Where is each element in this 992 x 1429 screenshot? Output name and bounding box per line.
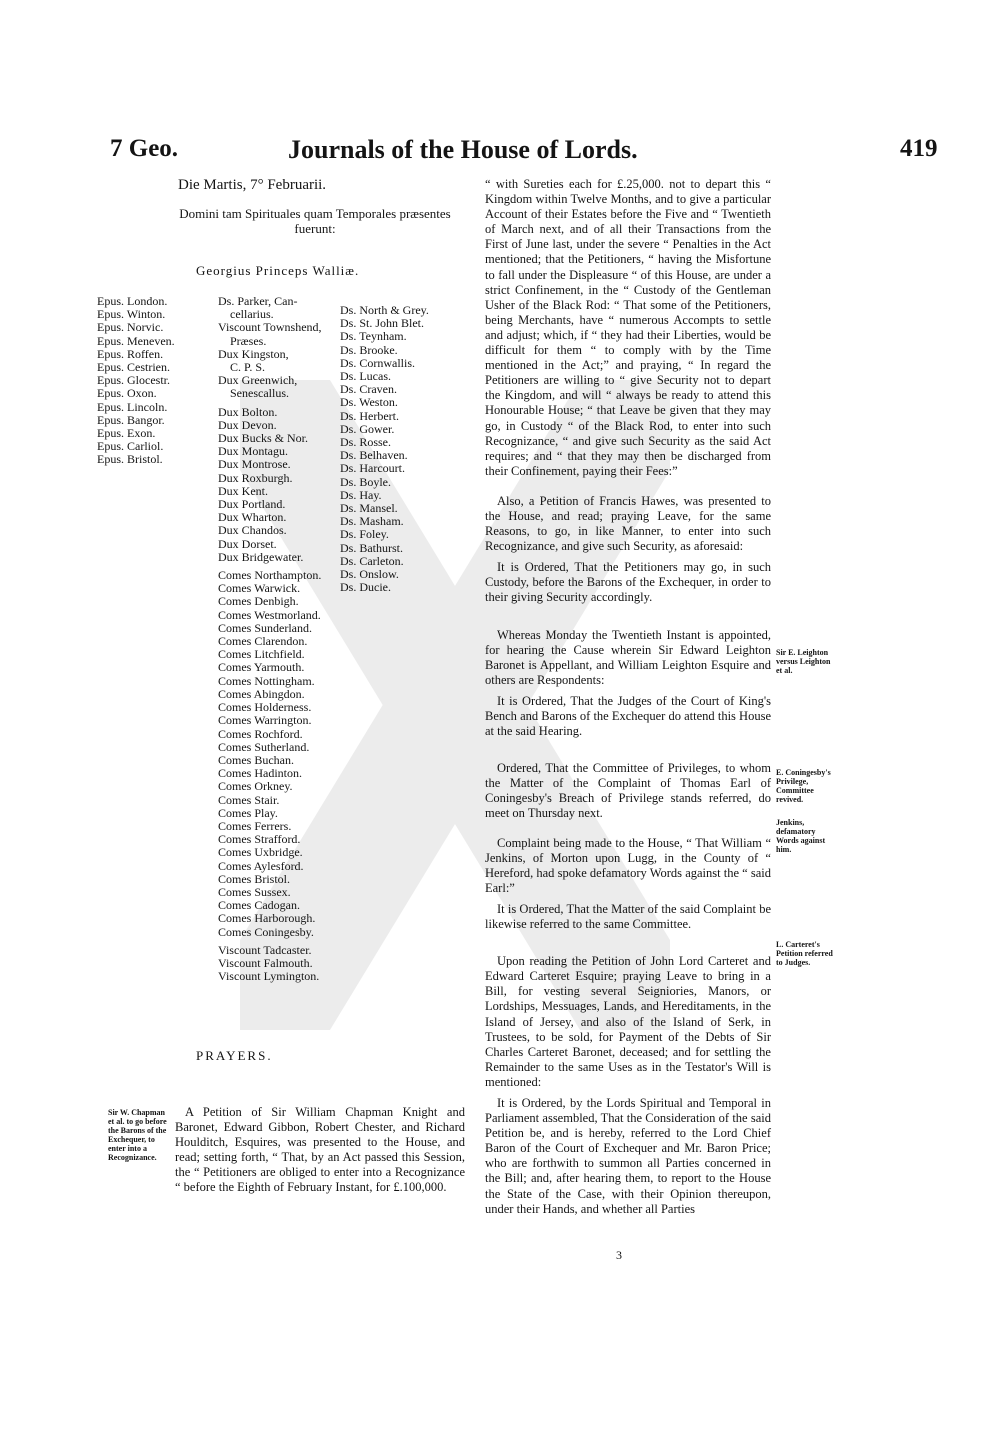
list-item: Ds. Carleton. — [340, 553, 404, 568]
list-item: Comes Warrington. — [218, 713, 312, 728]
margin-note-jenkins: Jenkins, defamatory Words against him. — [776, 818, 826, 854]
header-title: Journals of the House of Lords. — [288, 135, 638, 164]
footer-signature: 3 — [616, 1248, 622, 1262]
list-item: Ds. North & Grey. — [340, 303, 429, 317]
list-item: Ds. Cornwallis. — [340, 355, 415, 370]
list-item: Epus. Carliol. — [97, 439, 164, 454]
list-item: Ds. Herbert. — [340, 408, 399, 423]
list-item: Viscount Lymington. — [218, 969, 320, 984]
margin-note-coningesby: E. Coningesby's Privilege, Committee revived. — [776, 768, 831, 804]
list-item: Ds. Hay. — [340, 487, 382, 502]
list-item: Præses. — [230, 333, 267, 348]
list-item: Ds. Rosse. — [340, 435, 392, 450]
list-item: Ds. Onslow. — [340, 567, 399, 582]
list-item: Ds. Harcourt. — [340, 461, 405, 476]
list-item: Dux Chandos. — [218, 523, 287, 538]
list-item: Ds. Teynham. — [340, 329, 407, 344]
list-item: Comes Play. — [218, 805, 278, 820]
list-item: Epus. Cestrien. — [97, 360, 170, 375]
list-item: Comes Cadogan. — [218, 898, 300, 913]
list-item: Comes Yarmouth. — [218, 660, 305, 675]
page-number: 419 — [900, 135, 938, 162]
right-paragraph-7: Complaint being made to the House, “ That William “ Jenkins, of Morton upon Lugg, in the County of “ Hereford, had spoke defamatory Words against the “ said Earl:” — [485, 835, 771, 895]
right-paragraph-4: Whereas Monday the Twentieth Instant is appointed, for hearing the Cause wherein Sir Edward Leighton Baronet is Appellant, and William Leighton Esquire and others are Respondents: — [485, 627, 771, 687]
list-item: Epus. Exon. — [97, 426, 156, 441]
list-item: Comes Clarendon. — [218, 634, 308, 649]
list-item: Comes Westmorland. — [218, 607, 321, 622]
list-item: Dux Kent. — [218, 483, 268, 498]
list-item: Dux Greenwich, — [218, 373, 298, 388]
list-item: Comes Northampton. — [218, 568, 322, 583]
list-item: Ds. Mansel. — [340, 501, 398, 516]
list-item: Ds. Gower. — [340, 421, 395, 436]
list-item: Epus. Oxon. — [97, 386, 157, 401]
prince-line: Georgius Princeps Walliæ. — [196, 263, 360, 278]
right-paragraph-10: It is Ordered, by the Lords Spiritual and Temporal in Parliament assembled, That the Consideration of the said Petition be, and is hereby, referred to the Lord Chief Baron of the Court of Exchequer and Mr. Baron Price; who are forthwith to summon all Parties concerned in the Bill; and, after hearing them, to report to the House the State of the Case, with their Opinion thereupon, under their Hands, and whether all Parties — [485, 1095, 771, 1216]
list-item: Senescallus. — [230, 386, 289, 401]
list-item: Ds. Foley. — [340, 527, 389, 542]
list-item: Ds. Masham. — [340, 514, 404, 529]
list-item: Comes Sutherland. — [218, 739, 310, 754]
list-item: Dux Devon. — [218, 417, 277, 432]
list-item: Ds. Bathurst. — [340, 540, 403, 555]
list-item: Dux Roxburgh. — [218, 470, 293, 485]
list-item: Viscount Tadcaster. — [218, 942, 312, 957]
list-item: Comes Litchfield. — [218, 647, 305, 662]
list-item: Epus. London. — [97, 294, 168, 308]
right-paragraph-6: Ordered, That the Committee of Privileges, to whom the Matter of the Complaint of Thomas Earl of Coningesby's Breach of Privilege stands referred, do meet on Thursday next. — [485, 761, 771, 821]
list-item: Comes Buchan. — [218, 752, 294, 767]
list-item: Ds. Boyle. — [340, 474, 391, 489]
bishops-list — [97, 295, 175, 467]
list-item: Dux Wharton. — [218, 510, 287, 525]
right-paragraph-8: It is Ordered, That the Matter of the said Complaint be likewise referred to the same Committee. — [485, 901, 771, 932]
list-item: Dux Bolton. — [218, 404, 278, 419]
list-item: Dux Montagu. — [218, 444, 288, 459]
list-item: Epus. Meneven. — [97, 333, 175, 348]
list-item: Comes Rochford. — [218, 726, 303, 741]
list-item: Viscount Falmouth. — [218, 955, 313, 970]
list-item: Ds. Parker, Can- — [218, 294, 298, 308]
list-item: Ds. Weston. — [340, 395, 398, 410]
list-item: Dux Bucks & Nor. — [218, 431, 308, 446]
list-item: Ds. Ducie. — [340, 580, 391, 595]
lords-list-right — [340, 304, 429, 594]
header-regnal-year: 7 Geo. — [110, 135, 179, 162]
right-paragraph-3: It is Ordered, That the Petitioners may go, in such Custody, before the Barons of the Exchequer, in order to their giving Security accordingly. — [485, 560, 771, 605]
prayers-heading: PRAYERS. — [196, 1048, 273, 1063]
list-item: Comes Warwick. — [218, 581, 301, 596]
lords-list-middle — [218, 295, 322, 983]
list-item: Comes Sunderland. — [218, 620, 312, 635]
list-item: Comes Uxbridge. — [218, 845, 303, 860]
list-item: Comes Harborough. — [218, 911, 316, 926]
list-item: Comes Stair. — [218, 792, 280, 807]
list-item: Dux Portland. — [218, 497, 286, 512]
list-item: Dux Kingston, — [218, 346, 289, 361]
list-item: Epus. Bangor. — [97, 412, 165, 427]
right-paragraph-1: “ with Sureties each for £.25,000. not to depart this “ Kingdom within Twelve Months, and to give a particular Account of their Estates before the Five and “ Twentieth of March next, and of all their Transactions from the First of June last, under the severe “ Penalties in the Act mentioned; that the Petitioners, “ having the Misfortune to fall under the Displeasure “ of this House, are under a strict Confinement, in the “ Custody of the Gentleman Usher of the Black Rod: “ That some of the Petitioners, being Merchants, have “ numerous Accompts to settle and adjust; which, if “ they had their Liberties, would be difficult for them “ to comply with by the Time mentioned in the Act;” and praying, “ In regard the Petitioners are willing to “ give Security not to depart the Kingdom, and will “ always be ready to attend this Honourable House; “ that Leave be given that they may go, in Custody “ of the Black Rod, to enter into such Recognizance, “ and give such Security as the said Act requires; and “ that they may then be discharged from their Confinement, paying their Fees:” — [485, 177, 771, 478]
list-item: Dux Montrose. — [218, 457, 291, 472]
list-item: Epus. Lincoln. — [97, 399, 168, 414]
list-item: Comes Ferrers. — [218, 818, 292, 833]
list-item: C. P. S. — [230, 360, 266, 375]
list-item: Dux Dorset. — [218, 536, 277, 551]
list-item: Ds. Belhaven. — [340, 448, 408, 463]
date-line: Die Martis, 7° Februarii. — [178, 177, 327, 193]
list-item: Epus. Roffen. — [97, 346, 164, 361]
list-item: Epus. Bristol. — [97, 452, 163, 467]
list-item: Comes Strafford. — [218, 832, 301, 847]
list-item: Ds. Lucas. — [340, 369, 391, 384]
list-item: Comes Abingdon. — [218, 686, 305, 701]
list-item: Dux Bridgewater. — [218, 549, 304, 564]
list-item: Epus. Winton. — [97, 307, 166, 322]
margin-note-carteret: L. Carteret's Petition referred to Judges. — [776, 940, 833, 967]
list-item: cellarius. — [230, 307, 274, 322]
list-item: Comes Holderness. — [218, 700, 312, 715]
left-paragraph: A Petition of Sir William Chapman Knight and Baronet, Edward Gibbon, Robert Chester, and Richard Houlditch, Esquires, was presented to the House, and read; setting forth, “ That, by an Act passed this Session, the “ Petitioners are obliged to enter into a Recognizance “ before the Eighth of February Instant, for £.100,000. — [175, 1105, 465, 1195]
list-item: Comes Aylesford. — [218, 858, 304, 873]
list-item: Viscount Townshend, — [218, 320, 322, 335]
list-item: Comes Coningesby. — [218, 924, 314, 939]
list-item: Comes Orkney. — [218, 779, 293, 794]
list-item: Comes Nottingham. — [218, 673, 315, 688]
list-item: Ds. St. John Blet. — [340, 316, 425, 331]
margin-note-leighton: Sir E. Leighton versus Leighton et al. — [776, 648, 831, 675]
list-item: Ds. Brooke. — [340, 342, 398, 357]
list-item: Epus. Norvic. — [97, 320, 164, 335]
list-item: Comes Bristol. — [218, 871, 291, 886]
right-column — [485, 177, 771, 1217]
list-item: Comes Denbigh. — [218, 594, 299, 609]
right-paragraph-5: It is Ordered, That the Judges of the Court of King's Bench and Barons of the Exchequer do attend this House at the said Hearing. — [485, 693, 771, 739]
right-paragraph-2: Also, a Petition of Francis Hawes, was presented to the House, and read; praying Leave, for the same Reasons, to go, in like Manner, to enter into such Recognizance, and give such Security, as aforesaid: — [485, 493, 771, 554]
margin-note-chapman: Sir W. Chapman et al. to go before the Barons of the Exchequer, to enter into a Recognizance. — [108, 1108, 167, 1162]
list-item: Epus. Glocestr. — [97, 373, 170, 388]
list-item: Comes Hadinton. — [218, 766, 302, 781]
list-item: Ds. Craven. — [340, 382, 397, 397]
right-paragraph-9: Upon reading the Petition of John Lord Carteret and Edward Carteret Esquire; praying Leave to bring in a Bill, for vesting several Seigniories, Manors, or Lordships, Messuages, Lands, and Hereditaments, in the Island of Jersey, and also of the Island of Serk, in Trustees, to be sold, for Payment of the Debts of Sir Charles Carteret Baronet, deceased; and for settling the Remainder to the same Uses as in the Testator's Will is mentioned: — [485, 954, 771, 1089]
presence-line: Domini tam Spirituales quam Temporales præsentes fuerunt: — [179, 206, 451, 236]
list-item: Comes Sussex. — [218, 884, 291, 899]
